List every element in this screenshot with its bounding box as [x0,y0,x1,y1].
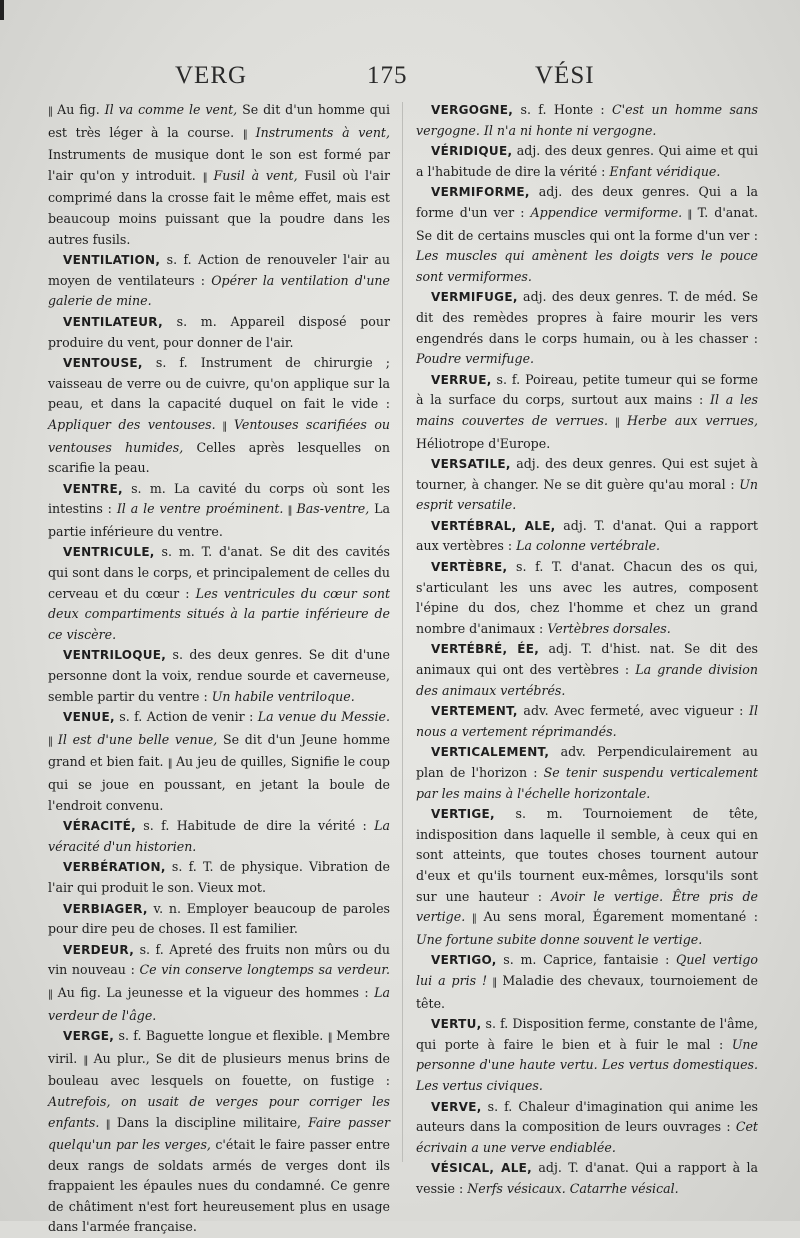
example-text: Appendice vermiforme. [530,204,683,220]
definition-text: s. f. Action de venir : [114,709,258,725]
dictionary-entry [416,639,758,701]
example-text: Un esprit versatile. [416,476,758,513]
dictionary-entry [416,287,758,369]
example-text: La venue du Messie. [257,709,390,725]
definition-text: Membre viril. [48,1028,390,1066]
example-text: Se tenir suspendu verticalement par les mains à l'échelle horizontale. [416,765,758,801]
definition-text: Se dit d'un homme qui est très léger à la course. [48,102,390,140]
headword: VERTICALEMENT, [431,745,550,760]
definition-text: adj. des deux genres. Qui a la forme d'un ver : [416,184,758,220]
example-text: Autrefois, on usait de verges pour corriger les enfants. [48,1093,390,1130]
example-text: Faire passer quelqu'un par les verges, [48,1114,390,1153]
definition-text: s. m. Tournoiement de tête, indisposition dans laquelle il semble, à ceux qui en sont atteints, que toutes choses tournent autour d'eux et qu'ils tournent eux-mêmes, lorsqu'ils sont sur une hauteur : [416,806,758,904]
dictionary-entry [48,899,390,940]
dictionary-entry [416,1158,758,1199]
dictionary-entry [416,182,758,287]
definition-text: s. f. Disposition ferme, constante de l'âme, qui porte à faire le bien et à fuir le mal : [416,1016,758,1052]
definition-text: s. des deux genres. Se dit d'une personne dont la voix, rendue sourde et caverneuse, semble partir du ventre : [48,647,390,704]
dictionary-entry [416,1097,758,1159]
header-right-guideword: VÉSI [535,62,595,89]
example-text: Cet écrivain a une verve endiablée. [416,1119,758,1155]
example-text: La grande division des animaux vertébrés. [416,662,758,698]
dictionary-entry [416,454,758,516]
definition-text: La partie inférieure du ventre. [48,501,391,539]
definition-text: Fusil où l'air comprimé dans la crosse fait le même effet, mais est beaucoup moins puissant que la poudre dans les autres fusils. [48,167,390,247]
definition-text: s. m. Appareil disposé pour produire du vent, pour donner de l'air. [48,313,390,350]
sense-separator: ‖ [202,171,214,183]
example-text: Quel vertigo lui a pris ! [416,952,758,988]
dictionary-entry [416,557,758,639]
dictionary-entry [416,141,758,182]
headword: VENTRILOQUE, [63,648,167,663]
definition-text: s. f. Honte : [513,102,613,117]
dictionary-entry [48,645,390,707]
dictionary-entry [416,701,758,742]
definition-text: adv. Perpendiculairement au plan de l'horizon : [416,744,758,780]
headword: VERTIGE, [431,807,495,822]
headword: VENTRICULE, [63,545,155,560]
example-text: Les muscles qui amènent les doigts vers le pouce sont vermiformes. [416,248,758,284]
left-column [48,100,390,1238]
example-text: Instruments à vent, [255,124,390,140]
sense-separator: ‖ [242,128,256,140]
headword: VERSATILE, [431,457,511,472]
dictionary-entry [416,516,758,557]
example-text: Fusil à vent, [213,167,298,183]
definition-text: Au plur., Se dit de plusieurs menus brins de bouleau avec lesquels on fouette, on fustige : [48,1050,391,1089]
example-text: La verdeur de l'âge. [48,984,390,1023]
definition-text: Dans la discipline militaire, [116,1114,309,1130]
definition-text: adj. des deux genres. Qui aime et qui a l'habitude de dire la vérité : [416,143,758,179]
headword: VERBIAGER, [63,901,148,916]
sense-separator: ‖ [83,1054,94,1066]
definition-text: s. f. T. de physique. Vibration de l'air qui produit le son. Vieux mot. [48,859,390,895]
headword: VÉRACITÉ, [63,819,136,834]
page-number: 175 [367,62,408,89]
headword: VENTILATION, [63,253,161,268]
example-text: Enfant véridique. [609,163,721,179]
sense-separator: ‖ [48,735,58,747]
headword: VERTU, [431,1017,482,1032]
sense-separator: ‖ [99,1118,117,1130]
dictionary-entry [48,816,390,857]
dictionary-entry [416,804,758,950]
sense-separator: ‖ [215,420,234,432]
dictionary-entry [48,857,390,898]
headword: VERTIGO, [431,953,497,968]
dictionary-entry [416,100,758,141]
headword: VERMIFORME, [431,185,530,200]
definition-text: s. f. Action de renouveler l'air au moyen de ventilateurs : [48,252,390,288]
sense-separator: ‖ [608,416,628,428]
definition-text: s. f. Habitude de dire la vérité : [135,818,375,834]
definition-text: s. f. Instrument de chirurgie ; vaisseau de verre ou de cuivre, qu'on applique sur la peau, et dans la capacité duquel on fait le vide : [48,355,390,412]
headword: VERTEMENT, [431,704,518,719]
dictionary-entry [48,100,390,250]
definition-text: adj. des deux genres. T. de méd. Se dit des remèdes propres à faire mourir les vers engendrés dans le corps humain, ou à les chasser : [416,289,758,346]
definition-text: c'était le faire passer entre deux rangs de soldats armés de verges dont ils frappaient les épaules nues du condamné. Ce genre de châtiment n'est fort heureusement plus en usage dans l'armée française. [48,1137,390,1235]
definition-text: s. m. T. d'anat. Se dit des cavités qui sont dans le corps, et principalement de celles du cerveau et du cœur : [48,544,390,601]
example-text: Une fortune subite donne souvent le vertige. [416,931,703,947]
definition-text: adj. T. d'anat. Qui a rapport à la vessie : [416,1160,758,1196]
definition-text: s. f. Apreté des fruits non mûrs ou du vin nouveau : [48,941,390,978]
headword: VERTÈBRE, [431,560,508,575]
headword: VENUE, [63,710,115,725]
definition-text: Se dit d'un Jeune homme grand et bien fait. [48,731,391,770]
dictionary-entry [416,370,758,454]
definition-text: Au fig. La jeunesse et la vigueur des hommes : [57,984,375,1000]
sense-separator: ‖ [167,758,176,770]
sense-separator: ‖ [682,208,698,220]
dictionary-entry [48,353,390,479]
definition-text: Au fig. [57,102,105,117]
definition-text: T. d'anat. Se dit de certains muscles qui ont la forme d'un ver : [416,204,758,243]
sense-separator: ‖ [48,106,58,117]
dictionary-entry [416,1014,758,1096]
example-text: Il nous a vertement réprimandés. [416,703,758,739]
headword: VERRUE, [431,372,492,387]
example-text: Opérer la ventilation d'une galerie de mine. [48,272,390,309]
example-text: Appliquer des ventouses. [48,416,216,432]
example-text: Avoir le vertige. Être pris de vertige. [416,888,758,925]
example-text: La colonne vertébrale. [516,538,661,554]
definition-text: s. f. Chaleur d'imagination qui anime les auteurs dans la composition de leurs ouvrages : [416,1098,758,1135]
example-text: Herbe aux verrues, [627,412,758,428]
example-text: Les ventricules du cœur sont deux compartiments situés à la partie inférieure de ce viscère. [48,585,391,642]
definition-text: s. m. Caprice, fantaisie : [496,952,677,968]
example-text: Il va comme le vent, [104,102,238,117]
dictionary-entry [48,312,390,353]
example-text: Il a le ventre proéminent. [116,501,284,517]
example-text: C'est un homme sans vergogne. Il n'a ni honte ni vergogne. [416,102,758,138]
definition-text: v. n. Employer beaucoup de paroles pour dire peu de choses. Il est familier. [48,900,390,937]
dictionary-entry [48,250,390,312]
definition-text: s. f. Baguette longue et flexible. [114,1028,328,1044]
sense-separator: ‖ [283,505,297,517]
sense-separator: ‖ [487,976,503,988]
headword: VERGE, [63,1029,115,1044]
example-text: Poudre vermifuge. [416,351,535,367]
dictionary-entry [48,542,390,645]
example-text: Une personne d'une haute vertu. Les vertus domestiques. Les vertus civiques. [416,1036,758,1093]
column-divider [402,102,403,1162]
example-text: Nerfs vésicaux. Catarrhe vésical. [467,1180,679,1196]
dictionary-entry [48,1026,390,1238]
headword: VERBÉRATION, [63,860,166,875]
dictionary-entry [48,707,390,816]
definition-text: adj. T. d'anat. Qui a rapport aux vertèbres : [416,517,758,554]
headword: VENTRE, [63,481,123,496]
dictionary-entry [416,950,758,1014]
header-left-guideword: VERG [175,62,248,89]
example-text: Il a les mains couvertes de verrues. [416,392,759,428]
headword: VÉRIDIQUE, [431,144,513,159]
definition-text: Héliotrope d'Europe. [416,435,551,451]
running-head [0,62,800,102]
sense-separator: ‖ [465,913,484,925]
definition-text: Celles après lesquelles on scarifie la peau. [48,439,390,476]
definition-text: Maladie des chevaux, tournoiement de tête. [416,972,758,1011]
example-text: La véracité d'un historien. [48,818,390,854]
definition-text: s. f. Poireau, petite tumeur qui se forme à la surface du corps, surtout aux mains : [416,371,758,408]
headword: VÉSICAL, ALE, [431,1161,533,1176]
example-text: Un habile ventriloque. [211,688,355,704]
headword: VERDEUR, [63,942,135,957]
definition-text: Au jeu de quilles, Signifie le coup qui se joue en poussant, en jetant la boule de l'endroit convenu. [48,754,390,813]
right-column [416,100,758,1199]
definition-text: Au sens moral, Égarement momentané : [483,909,758,925]
example-text: Vertèbres dorsales. [547,620,671,636]
dictionary-entry [416,742,758,804]
definition-text: adj. T. d'hist. nat. Se dit des animaux qui ont des vertèbres : [416,641,758,678]
dictionary-entry [48,479,390,543]
dictionary-entry [48,940,390,1026]
definition-text: s. m. La cavité du corps où sont les intestins : [48,480,390,517]
headword: VERTÉBRÉ, ÉE, [431,642,540,657]
headword: VERMIFUGE, [431,290,518,305]
sense-separator: ‖ [48,988,58,1000]
headword: VERGOGNE, [431,103,514,117]
example-text: Ventouses scarifiées ou ventouses humides, [48,416,391,455]
definition-text: adj. des deux genres. Qui est sujet à tourner, à changer. Ne se dit guère qu'au moral : [416,456,758,492]
example-text: Ce vin conserve longtemps sa verdeur. [139,962,390,978]
definition-text: adv. Avec fermeté, avec vigueur : [517,703,749,719]
definition-text: s. f. T. d'anat. Chacun des os qui, s'articulant les uns avec les autres, composent l'épine du dos, chez l'homme et chez un grand nombre d'animaux : [416,559,758,636]
page-corner-mark [0,0,4,20]
example-text: Bas-ventre, [296,501,370,517]
headword: VENTOUSE, [63,356,143,371]
headword: VERTÉBRAL, ALE, [431,518,556,533]
headword: VENTILATEUR, [63,314,163,329]
headword: VERVE, [431,1099,482,1114]
sense-separator: ‖ [327,1032,337,1044]
definition-text: Instruments de musique dont le son est formé par l'air qu'on y introduit. [48,147,390,183]
example-text: Il est d'une belle venue, [57,731,218,747]
